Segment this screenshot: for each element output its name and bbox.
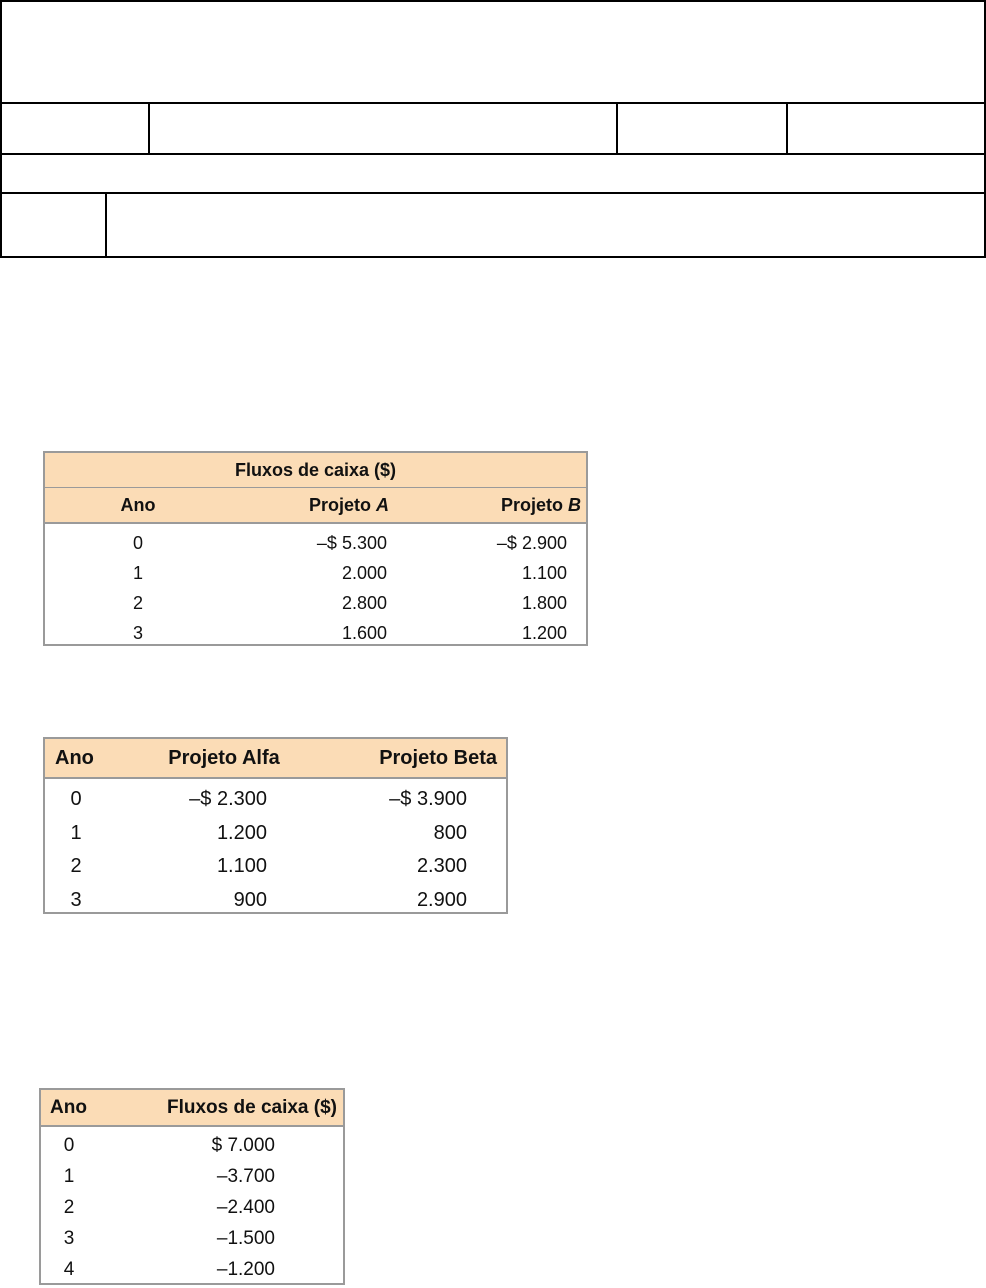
- alfa-cell: 900: [233, 888, 267, 911]
- table-body: [45, 779, 506, 917]
- column-header-year: Ano: [120, 495, 156, 515]
- year-cell: 3: [70, 888, 82, 911]
- table-row: [41, 1223, 343, 1254]
- grid-line: [0, 0, 2, 258]
- project-a-cell: 2.000: [341, 563, 387, 583]
- column-header-year: Ano: [50, 1097, 87, 1118]
- table-row: [45, 884, 506, 918]
- grid-line: [0, 192, 986, 194]
- table-row: [41, 1192, 343, 1223]
- table-title: Fluxos de caixa ($): [45, 453, 586, 488]
- cash-flow-table-projects-ab: [43, 451, 588, 646]
- cash-flow-cell: –1.500: [216, 1228, 275, 1249]
- year-cell: 3: [63, 1228, 75, 1249]
- alfa-cell: –$ 2.300: [189, 788, 267, 810]
- alfa-cell: 1.100: [216, 855, 267, 877]
- grid-line: [786, 102, 788, 155]
- year-cell: 1: [132, 563, 143, 583]
- beta-cell: –$ 3.900: [389, 788, 467, 810]
- project-a-cell: –$ 5.300: [316, 533, 387, 553]
- project-a-cell: 2.800: [341, 593, 387, 613]
- grid-line: [0, 0, 986, 2]
- table-row: [41, 1130, 343, 1161]
- beta-cell: 2.900: [416, 888, 467, 911]
- year-cell: 1: [63, 1166, 75, 1187]
- year-cell: 2: [63, 1197, 75, 1218]
- beta-cell: 800: [433, 821, 467, 844]
- table-row: [41, 1161, 343, 1192]
- cash-flow-table-alfa-beta: [43, 737, 508, 914]
- table-row: [45, 588, 586, 618]
- cash-flow-cell: –2.400: [216, 1197, 275, 1218]
- project-b-cell: 1.200: [521, 623, 567, 643]
- grid-line: [0, 256, 986, 258]
- column-header-project-a: [231, 488, 389, 522]
- table-row: [45, 558, 586, 588]
- cash-flow-cell: $ 7.000: [211, 1135, 275, 1156]
- year-cell: 0: [132, 533, 143, 553]
- project-a-cell: 1.600: [341, 623, 387, 643]
- column-header-project-a-letter: A: [376, 495, 389, 515]
- year-cell: 3: [132, 623, 143, 643]
- year-cell: 2: [132, 593, 143, 613]
- table-row: [45, 850, 506, 884]
- year-cell: 1: [70, 821, 82, 844]
- year-cell: 4: [63, 1259, 75, 1280]
- table-row: [45, 618, 586, 648]
- header-form-grid: [0, 0, 986, 258]
- year-cell: 0: [70, 788, 82, 810]
- cash-flow-table-single: [39, 1088, 345, 1285]
- grid-line: [616, 102, 618, 155]
- table-row: [45, 783, 506, 817]
- table-header-row: [45, 739, 506, 779]
- project-b-cell: 1.100: [521, 563, 567, 583]
- column-header-project-b-letter: B: [568, 495, 581, 515]
- column-header-project-b: [389, 488, 581, 522]
- cash-flow-cell: –3.700: [216, 1166, 275, 1187]
- table-body: [45, 524, 586, 648]
- table-row: [45, 528, 586, 558]
- column-header-year: Ano: [55, 747, 94, 769]
- year-cell: 0: [63, 1135, 75, 1156]
- beta-cell: 2.300: [416, 855, 467, 877]
- cash-flow-cell: –1.200: [216, 1259, 275, 1280]
- table-row: [41, 1254, 343, 1285]
- grid-line: [105, 192, 107, 258]
- column-header-project-b-prefix: Projeto: [500, 495, 568, 515]
- table-header-row: [41, 1090, 343, 1127]
- column-header-cash-flow: Fluxos de caixa ($): [166, 1097, 337, 1118]
- column-header-project-a-prefix: Projeto: [308, 495, 376, 515]
- table-body: [41, 1127, 343, 1285]
- project-b-cell: 1.800: [521, 593, 567, 613]
- table-row: [45, 817, 506, 851]
- column-header-alfa: Projeto Alfa: [168, 747, 280, 769]
- column-header-beta: Projeto Beta: [379, 747, 497, 769]
- table-header-row: [45, 488, 586, 524]
- year-cell: 2: [70, 855, 82, 877]
- alfa-cell: 1.200: [216, 821, 267, 844]
- grid-line: [148, 102, 150, 155]
- project-b-cell: –$ 2.900: [496, 533, 567, 553]
